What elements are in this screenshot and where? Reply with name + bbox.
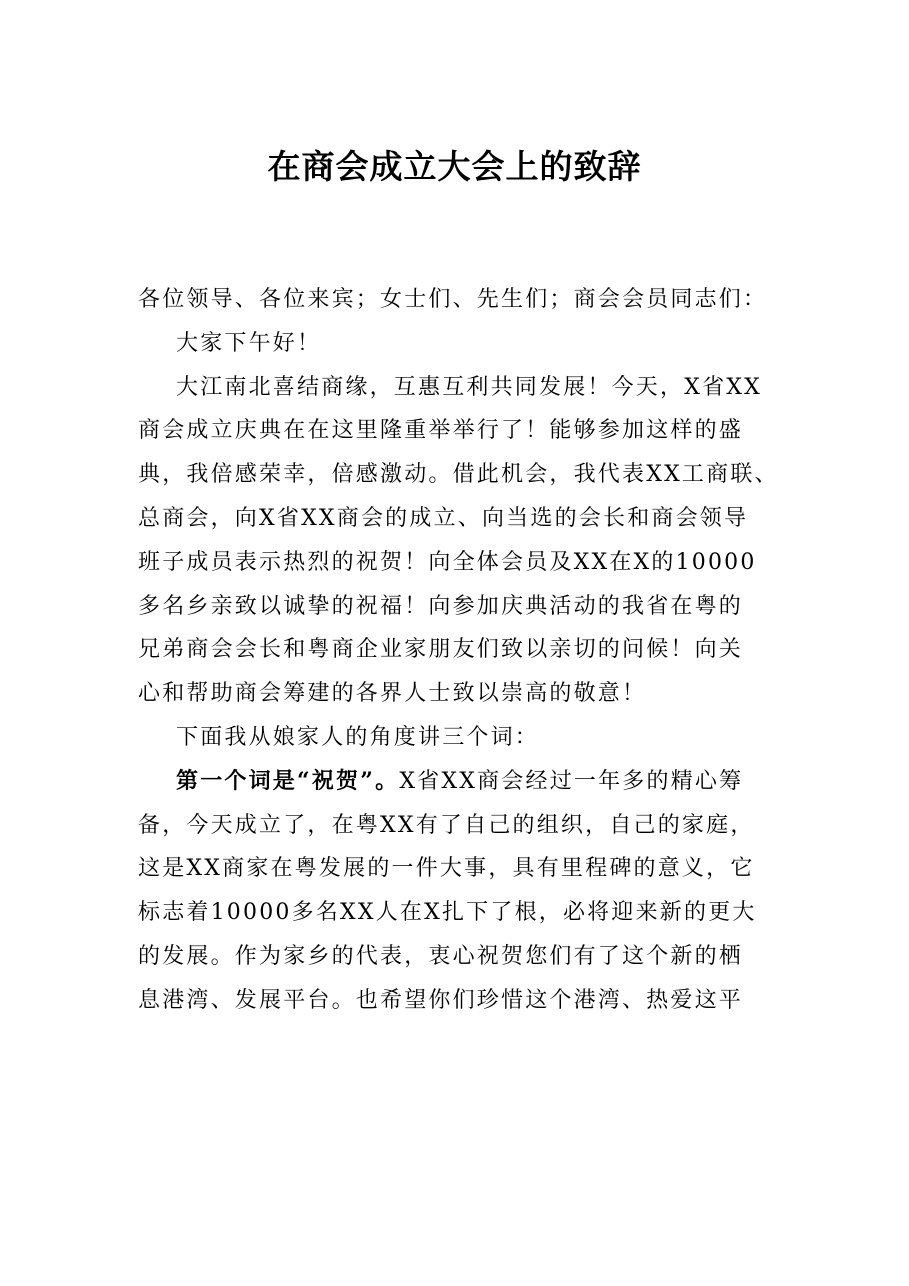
paragraph-line: 兄弟商会会长和粤商企业家朋友们致以亲切的问候！向关 bbox=[138, 637, 744, 663]
paragraph-line: 总商会，向X省XX商会的成立、向当选的会长和商会领导 bbox=[138, 505, 749, 531]
paragraph-line: 息港湾、发展平台。也希望你们珍惜这个港湾、热爱这平 bbox=[138, 987, 744, 1013]
greeting-line: 大家下午好！ bbox=[176, 330, 322, 356]
document-body bbox=[138, 278, 778, 1023]
paragraph-line: 备，今天成立了，在粤XX有了自己的组织，自己的家庭， bbox=[138, 812, 755, 838]
paragraph-line: 下面我从娘家人的角度讲三个词： bbox=[176, 724, 540, 750]
paragraph-line: 心和帮助商会筹建的各界人士致以崇高的敬意！ bbox=[138, 681, 647, 707]
paragraph-line bbox=[138, 760, 778, 804]
paragraph-line: 班子成员表示热烈的祝贺！向全体会员及XX在X的10000 bbox=[138, 549, 757, 575]
salutation-line: 各位领导、各位来宾；女士们、先生们；商会会员同志们： bbox=[138, 287, 768, 312]
paragraph-text: X省XX商会经过一年多的精心筹 bbox=[399, 768, 744, 794]
document-title: 在商会成立大会上的致辞 bbox=[267, 147, 642, 186]
section-heading: 第一个词是“祝贺”。 bbox=[176, 767, 400, 794]
paragraph-line: 的发展。作为家乡的代表，衷心祝贺您们有了这个新的栖 bbox=[138, 943, 744, 969]
paragraph-line: 这是XX商家在粤发展的一件大事，具有里程碑的意义，它 bbox=[138, 856, 755, 882]
paragraph-line: 商会成立庆典在在这里隆重举举行了！能够参加这样的盛 bbox=[138, 418, 744, 444]
paragraph-line: 大江南北喜结商缘，互惠互利共同发展！今天，X省XX bbox=[176, 374, 762, 400]
paragraph-line: 标志着10000多名XX人在X扎下了根，必将迎来新的更大 bbox=[138, 900, 757, 926]
paragraph-line: 多名乡亲致以诚挚的祝福！向参加庆典活动的我省在粤的 bbox=[138, 593, 744, 619]
paragraph-line: 典，我倍感荣幸，倍感激动。借此机会，我代表XX工商联、 bbox=[138, 462, 779, 488]
